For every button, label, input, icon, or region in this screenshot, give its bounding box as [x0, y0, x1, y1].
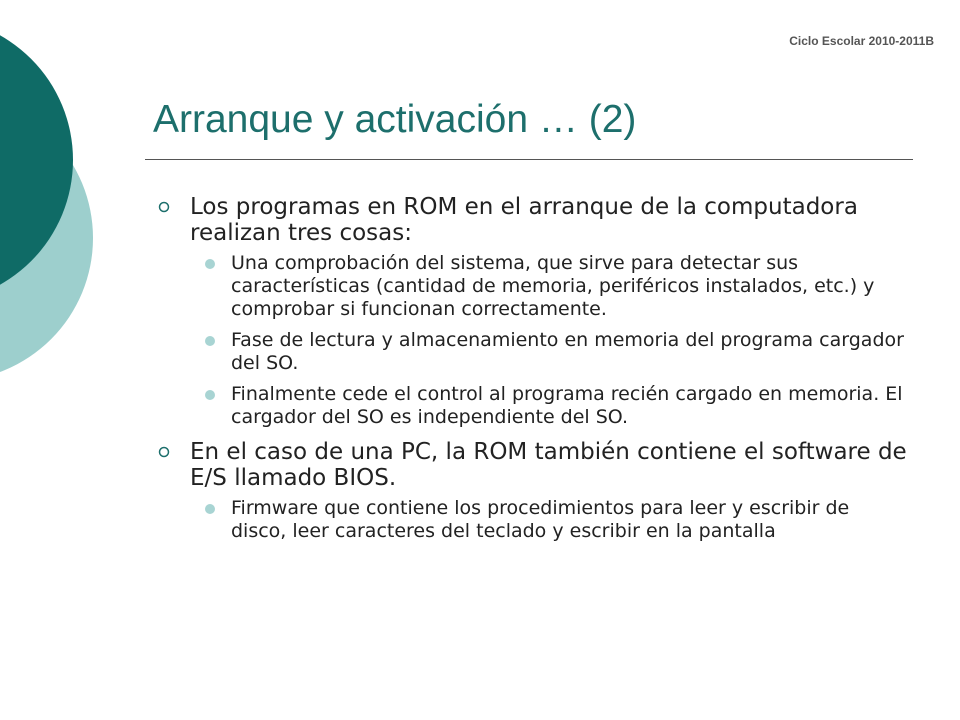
sub-bullet-text: Finalmente cede el control al programa recién cargado en memoria. El cargador del SO es independiente del SO.: [231, 383, 903, 428]
hollow-ring-icon: [158, 201, 170, 213]
hollow-ring-icon: [158, 446, 170, 458]
bullet-text: En el caso de una PC, la ROM también contiene el software de E/S llamado BIOS.: [190, 439, 907, 491]
bullet-item: [150, 439, 910, 491]
sub-bullet-item: [150, 329, 910, 375]
slide-title: Arranque y activación … (2): [153, 98, 637, 141]
slide-body: [150, 194, 910, 553]
sub-bullet-item: [150, 497, 910, 543]
title-divider: [145, 159, 913, 160]
school-cycle-label: Ciclo Escolar 2010-2011B: [789, 34, 934, 48]
bullet-text: Los programas en ROM en el arranque de la computadora realizan tres cosas:: [190, 194, 858, 246]
bullet-group-1: [150, 194, 910, 429]
sub-bullet-text: Fase de lectura y almacenamiento en memoria del programa cargador del SO.: [231, 329, 904, 374]
bullet-item: [150, 194, 910, 246]
filled-dot-icon: [205, 259, 215, 269]
sub-bullet-item: [150, 383, 910, 429]
sub-bullet-text: Firmware que contiene los procedimientos para leer y escribir de disco, leer caracteres del teclado y escribir en la pantalla: [231, 497, 850, 542]
decorative-circles: [0, 0, 100, 380]
sub-bullet-text: Una comprobación del sistema, que sirve para detectar sus características (cantidad de memoria, periféricos instalados, etc.) y comprobar si funcionan correctamente.: [231, 252, 875, 320]
filled-dot-icon: [205, 504, 215, 514]
sub-bullet-item: [150, 252, 910, 321]
filled-dot-icon: [205, 336, 215, 346]
bullet-group-2: [150, 439, 910, 543]
filled-dot-icon: [205, 390, 215, 400]
